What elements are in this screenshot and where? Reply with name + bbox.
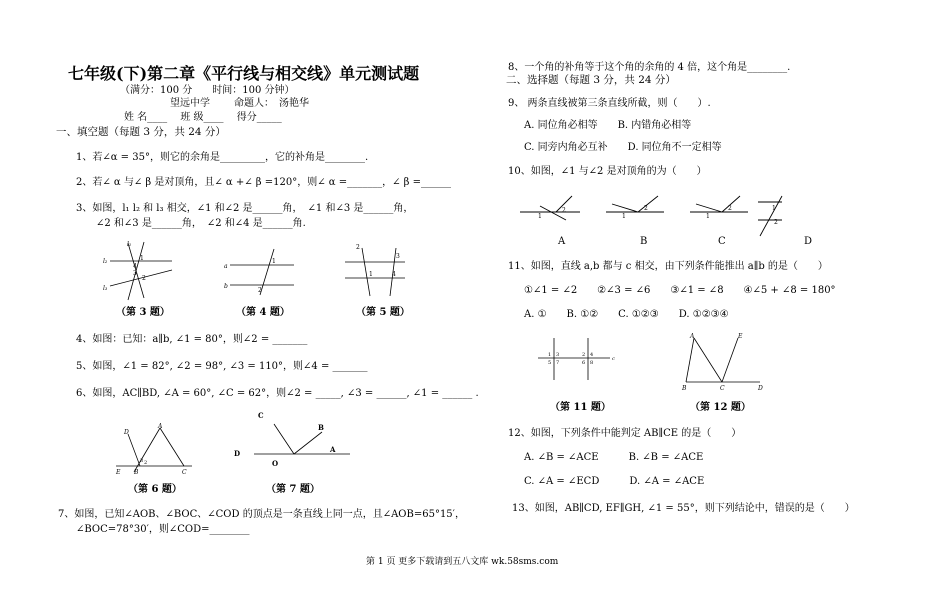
figure-6: [112, 422, 196, 476]
caption-figure-7: （第 7 题）: [266, 484, 320, 495]
question-12-options-cd: C. ∠A = ∠ECD D. ∠A = ∠ACE: [524, 476, 705, 487]
caption-figure-6: （第 6 题）: [128, 484, 182, 495]
svg-text:2: 2: [582, 352, 586, 358]
svg-text:1: 1: [538, 213, 542, 220]
question-13: 13、如图，AB∥CD, EF∥GH, ∠1 = 55°，则下列结论中，错误的是（ ）: [512, 503, 855, 514]
question-2: 2、若∠ α 与∠ β 是对顶角，且∠ α +∠ β =120°，则∠ α =_______，∠ β =______: [76, 177, 451, 188]
question-7-line2: ∠BOC=78°30′，则∠COD=________: [76, 524, 250, 535]
svg-text:8: 8: [590, 360, 594, 366]
figure-12: [680, 330, 770, 392]
svg-text:B: B: [318, 423, 324, 432]
author-name: 命题人： 汤艳华: [234, 98, 309, 109]
question-6: 6、如图，AC∥BD, ∠A = 60°, ∠C = 62°，则∠2 = _____, ∠3 = ______, ∠1 = ______ .: [76, 388, 479, 399]
svg-text:3: 3: [140, 458, 144, 464]
figure-5: [340, 240, 410, 298]
svg-text:1: 1: [622, 213, 626, 220]
question-12-options-ab: A. ∠B = ∠ACE B. ∠B = ∠ACE: [524, 452, 704, 463]
svg-text:l₂: l₂: [103, 258, 108, 265]
section2-heading: 二、选择题（每题 3 分，共 24 分）: [506, 74, 676, 86]
svg-text:B: B: [134, 469, 139, 476]
svg-text:3: 3: [556, 352, 560, 358]
caption-figure-11: （第 11 题）: [550, 402, 611, 413]
svg-text:2: 2: [644, 205, 648, 212]
svg-text:4: 4: [133, 263, 137, 270]
q10-option-b: B: [640, 236, 648, 247]
page-title: 七年级(下)第二章《平行线与相交线》单元测试题: [68, 64, 420, 83]
svg-text:2: 2: [562, 207, 566, 214]
svg-text:A: A: [690, 333, 695, 340]
figure-7: [226, 404, 356, 472]
page-footer: 第 1 页 更多下载请到五八文库 wk.58sms.com: [366, 557, 559, 567]
svg-text:C: C: [258, 411, 264, 420]
svg-text:A: A: [158, 423, 163, 430]
student-fields: 姓 名____ 班 级____ 得分_____: [124, 112, 282, 123]
svg-text:E: E: [738, 333, 743, 340]
svg-text:2: 2: [356, 244, 360, 251]
svg-text:4: 4: [392, 271, 396, 278]
figure-4: [222, 245, 302, 295]
svg-text:D: D: [124, 429, 129, 436]
question-11-options: A. ① B. ①② C. ①②③ D. ①②③④: [524, 309, 729, 320]
svg-text:2: 2: [774, 219, 778, 226]
svg-text:2: 2: [258, 287, 262, 294]
caption-figure-3: （第 3 题）: [116, 307, 170, 318]
svg-text:D: D: [758, 385, 763, 392]
svg-text:l₃: l₃: [103, 285, 108, 292]
section1-heading: 一、填空题（每题 3 分，共 24 分）: [56, 126, 226, 138]
caption-figure-4: （第 4 题）: [236, 307, 290, 318]
svg-text:2: 2: [728, 205, 732, 212]
svg-text:3: 3: [133, 270, 137, 277]
question-3-line1: 3、如图，l₁ l₂ 和 l₃ 相交，∠1 和∠2 是______角， ∠1 和∠3 是______角，: [76, 203, 414, 214]
svg-text:1: 1: [369, 271, 373, 278]
question-8: 8、一个角的补角等于这个角的余角的 4 倍，这个角是________.: [508, 62, 791, 73]
q10-option-c: C: [718, 236, 726, 247]
caption-figure-12: （第 12 题）: [690, 402, 751, 413]
svg-text:l₁: l₁: [127, 241, 132, 248]
figure-11: [536, 334, 616, 384]
svg-text:O: O: [272, 459, 279, 468]
svg-text:E: E: [116, 469, 121, 476]
question-1: 1、若∠α = 35°，则它的余角是_________，它的补角是________.: [76, 152, 369, 163]
svg-text:c: c: [612, 356, 615, 362]
svg-text:1: 1: [548, 352, 552, 358]
figure-3: [100, 238, 180, 300]
svg-text:1: 1: [272, 258, 276, 265]
svg-text:C: C: [720, 385, 725, 392]
svg-text:b: b: [224, 283, 228, 290]
svg-text:4: 4: [590, 352, 594, 358]
caption-figure-5: （第 5 题）: [356, 307, 410, 318]
svg-text:7: 7: [556, 360, 560, 366]
question-10: 10、如图，∠1 与∠2 是对顶角的为（ ）: [508, 166, 707, 177]
question-9-options-ab: A. 同位角必相等 B. 内错角必相等: [524, 120, 692, 131]
svg-text:5: 5: [548, 360, 552, 366]
svg-text:D: D: [234, 449, 241, 458]
question-7-line1: 7、如图，已知∠AOB、∠BOC、∠COD 的顶点是一条直线上同一点，且∠AOB=65°15′，: [58, 509, 465, 520]
question-9-options-cd: C. 同旁内角必互补 D. 同位角不一定相等: [524, 142, 722, 153]
svg-text:2: 2: [144, 460, 148, 466]
question-11: 11、如图，直线 a,b 都与 c 相交，由下列条件能推出 a∥b 的是（ ）: [508, 261, 828, 272]
svg-text:6: 6: [582, 360, 586, 366]
svg-text:2: 2: [142, 275, 146, 282]
q10-option-a: A: [558, 236, 566, 247]
question-4: 4、如图：已知：a∥b, ∠1 = 80°，则∠2 = _______: [76, 334, 308, 345]
exam-meta: （满分：100 分 时间：100 分钟）: [120, 85, 295, 96]
svg-text:A: A: [330, 445, 336, 454]
question-5: 5、如图，∠1 = 82°, ∠2 = 98°, ∠3 = 110°，则∠4 = _______: [76, 361, 368, 372]
question-12: 12、如图，下列条件中能判定 AB∥CE 的是（ ）: [508, 428, 742, 439]
svg-text:1: 1: [706, 213, 710, 220]
question-3-line2: ∠2 和∠3 是______角， ∠2 和∠4 是______角.: [96, 218, 306, 229]
svg-text:1: 1: [140, 255, 144, 262]
school-name: 望远中学: [170, 98, 210, 109]
svg-text:C: C: [182, 469, 187, 476]
q10-option-d: D: [804, 236, 813, 247]
svg-text:3: 3: [396, 253, 400, 260]
svg-text:1: 1: [772, 205, 776, 212]
svg-text:B: B: [682, 385, 687, 392]
question-11-conditions: ①∠1 = ∠2 ②∠3 = ∠6 ③∠1 = ∠8 ④∠5 + ∠8 = 180°: [524, 285, 836, 296]
question-9: 9、 两条直线被第三条直线所截，则（ ）.: [508, 98, 711, 109]
svg-text:a: a: [224, 263, 228, 270]
